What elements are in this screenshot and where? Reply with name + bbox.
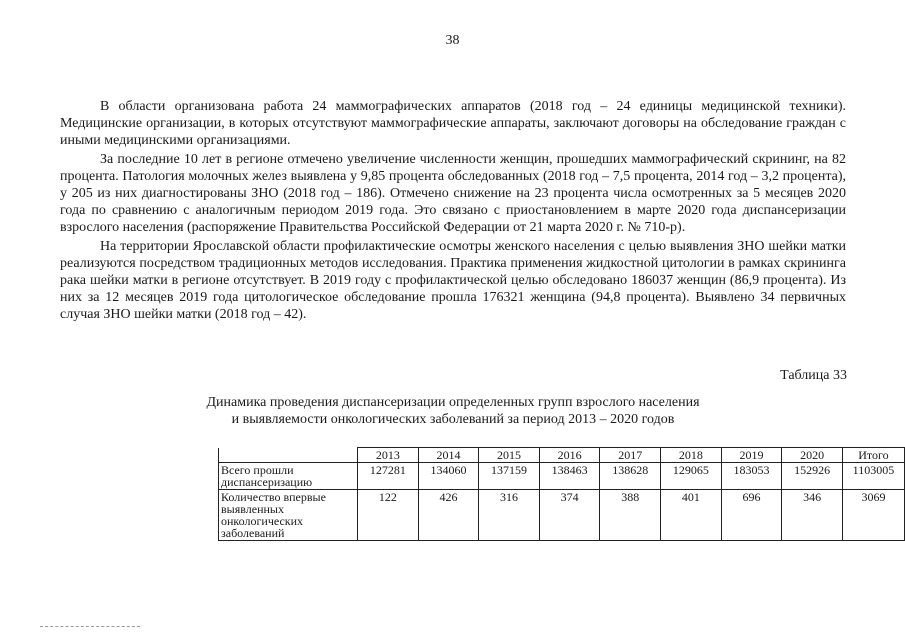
table-title <box>60 394 846 428</box>
table-header-cell: 2017 <box>600 448 661 463</box>
table-header-cell: Итого <box>842 448 904 463</box>
table-cell: 401 <box>661 490 722 541</box>
table-cell: 696 <box>721 490 782 541</box>
table-header-cell: 2018 <box>661 448 722 463</box>
table-cell: 3069 <box>842 490 904 541</box>
table-cell: 138463 <box>539 463 600 490</box>
table-cell: 122 <box>358 490 419 541</box>
table-cell: 138628 <box>600 463 661 490</box>
table-header-cell: 2015 <box>479 448 540 463</box>
table-cell: 152926 <box>782 463 843 490</box>
body-text <box>60 98 846 325</box>
table-header-cell: 2014 <box>418 448 479 463</box>
table-title-line-1: Динамика проведения диспансеризации определенных групп взрослого населения <box>206 395 700 410</box>
table-cell: 134060 <box>418 463 479 490</box>
table-cell: 129065 <box>661 463 722 490</box>
table-title-line-2: и выявляемости онкологических заболеваний за период 2013 – 2020 годов <box>231 412 675 427</box>
table-header-cell: 2016 <box>539 448 600 463</box>
paragraph-2: За последние 10 лет в регионе отмечено увеличение численности женщин, прошедших маммографический скрининг, на 82 процента. Патология молочных желез выявлена у 9,85 процента обследованных (2018 год – 7,5 процента, 2014 год – 3,2 процента), у 205 из них диагностированы ЗНО (2018 год – 186). Отмечено снижение на 23 процента числа осмотренных за 5 месяцев 2020 года по сравнению с аналогичным периодом 2019 года. Это связано с приостановлением в марте 2020 года диспансеризации взрослого населения (распоряжение Правительства Российской Федерации от 21 марта 2020 г. № 710-р). <box>60 151 846 236</box>
paragraph-1: В области организована работа 24 маммографических аппаратов (2018 год – 24 единицы медицинской техники). Медицинские организации, в которых отсутствуют маммографические аппараты, заключают договоры на обследование граждан с иными медицинскими организациями. <box>60 99 846 149</box>
table-cell: 183053 <box>721 463 782 490</box>
table-cell: 346 <box>782 490 843 541</box>
table-cell: 426 <box>418 490 479 541</box>
paragraph-3: На территории Ярославской области профилактические осмотры женского населения с целью выявления ЗНО шейки матки реализуются посредством традиционных методов исследования. Практика применения жидкостной цитологии в рамках скрининга рака шейки матки в регионе отсутствует. В 2019 году с профилактической целью обследовано 186037 женщин (86,9 процента). Из них за 12 месяцев 2019 года цитологическое обследование прошла 176321 женщина (94,8 процента). Выявлено 34 первичных случая ЗНО шейки матки (2018 год – 42). <box>60 238 846 323</box>
table-cell: 374 <box>539 490 600 541</box>
table-row <box>219 463 905 490</box>
table-row-label: Всего прошли диспансеризацию <box>219 463 358 490</box>
table-row <box>219 490 905 541</box>
table-header-cell: 2019 <box>721 448 782 463</box>
table-header-cell: 2020 <box>782 448 843 463</box>
table-cell: 137159 <box>479 463 540 490</box>
data-table <box>218 447 905 541</box>
page-number: 38 <box>445 33 460 48</box>
table-header-row <box>219 448 905 463</box>
table-label: Таблица 33 <box>780 368 847 383</box>
table-row-label: Количество впервые выявленных онкологических заболеваний <box>219 490 358 541</box>
table-header-cell: 2013 <box>358 448 419 463</box>
table-cell: 388 <box>600 490 661 541</box>
table-cell: 316 <box>479 490 540 541</box>
table-cell: 1103005 <box>842 463 904 490</box>
footer-divider <box>40 626 140 627</box>
table-corner-cell <box>219 448 358 463</box>
table-cell: 127281 <box>358 463 419 490</box>
